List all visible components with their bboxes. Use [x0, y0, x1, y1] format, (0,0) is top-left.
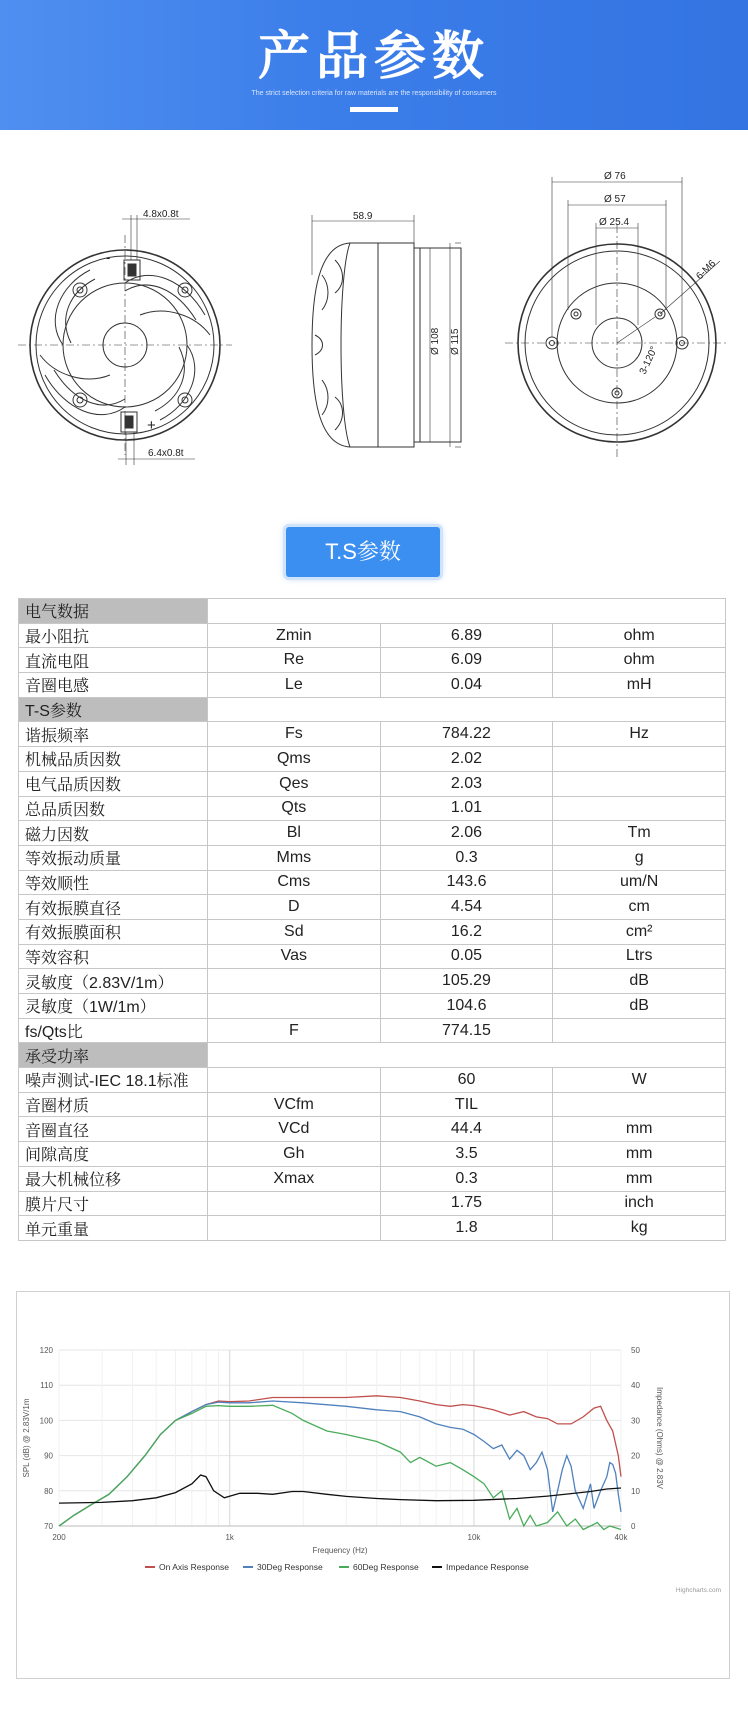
- param-symbol: VCd: [208, 1117, 381, 1142]
- table-section-row: [19, 697, 726, 722]
- ts-params-button[interactable]: T.S参数: [286, 527, 440, 577]
- series-line: [59, 1475, 621, 1503]
- param-value: 1.8: [380, 1216, 553, 1241]
- param-unit: ohm: [553, 623, 726, 648]
- y-tick-label: 80: [44, 1486, 53, 1496]
- param-symbol: F: [208, 1018, 381, 1043]
- param-symbol: Le: [208, 673, 381, 698]
- param-unit: ohm: [553, 648, 726, 673]
- param-value: 105.29: [380, 969, 553, 994]
- x-tick-label: 40k: [614, 1533, 628, 1542]
- table-row: [19, 1216, 726, 1241]
- param-unit: inch: [553, 1191, 726, 1216]
- plus-sign: +: [147, 417, 156, 434]
- param-label: 音圈电感: [19, 673, 208, 698]
- param-label: 最大机械位移: [19, 1166, 208, 1191]
- back-dia-25-dim: Ø 25.4: [599, 217, 630, 228]
- chart-axes: [40, 1346, 641, 1542]
- param-label: 最小阻抗: [19, 623, 208, 648]
- param-unit: cm: [553, 895, 726, 920]
- param-symbol: [208, 1216, 381, 1241]
- param-value: 60: [380, 1068, 553, 1093]
- param-label: 等效容积: [19, 944, 208, 969]
- section-filler: [208, 697, 726, 722]
- param-unit: mm: [553, 1166, 726, 1191]
- side-depth-dim: 58.9: [353, 211, 373, 222]
- param-label: 灵敏度（1W/1m）: [19, 994, 208, 1019]
- param-unit: Ltrs: [553, 944, 726, 969]
- x-axis-label: Frequency (Hz): [312, 1546, 368, 1555]
- param-value: 104.6: [380, 994, 553, 1019]
- param-value: 784.22: [380, 722, 553, 747]
- table-row: [19, 796, 726, 821]
- param-symbol: Xmax: [208, 1166, 381, 1191]
- param-label: 谐振频率: [19, 722, 208, 747]
- x-tick-label: 200: [52, 1533, 66, 1542]
- table-row: [19, 895, 726, 920]
- param-value: 2.03: [380, 771, 553, 796]
- y2-tick-label: 40: [631, 1381, 640, 1391]
- chart-credit: Highcharts.com: [675, 1587, 721, 1594]
- front-view-drawing: [18, 215, 232, 465]
- param-unit: dB: [553, 969, 726, 994]
- chart-legend[interactable]: [145, 1562, 529, 1572]
- param-unit: um/N: [553, 870, 726, 895]
- params-table: [18, 598, 726, 1241]
- y2-tick-label: 50: [631, 1346, 640, 1355]
- param-label: 等效顺性: [19, 870, 208, 895]
- param-label: 直流电阻: [19, 648, 208, 673]
- series-line: [59, 1405, 621, 1529]
- param-label: 灵敏度（2.83V/1m）: [19, 969, 208, 994]
- front-terminal-top-dim: 4.8x0.8t: [143, 209, 179, 220]
- y2-tick-label: 20: [631, 1451, 640, 1461]
- table-row: [19, 771, 726, 796]
- table-row: [19, 1018, 726, 1043]
- param-symbol: Qms: [208, 747, 381, 772]
- param-symbol: D: [208, 895, 381, 920]
- param-label: 有效振膜直径: [19, 895, 208, 920]
- legend-item-label[interactable]: On Axis Response: [159, 1562, 229, 1572]
- table-row: [19, 1092, 726, 1117]
- header-banner: [0, 0, 748, 130]
- table-row: [19, 919, 726, 944]
- param-unit: Hz: [553, 722, 726, 747]
- param-label: fs/Qts比: [19, 1018, 208, 1043]
- page-title: 产品参数: [257, 27, 490, 87]
- param-symbol: Qts: [208, 796, 381, 821]
- param-symbol: [208, 1068, 381, 1093]
- param-label: 磁力因数: [19, 821, 208, 846]
- side-dia-inner-dim: Ø 108: [430, 327, 441, 355]
- table-row: [19, 1117, 726, 1142]
- param-symbol: Bl: [208, 821, 381, 846]
- param-symbol: Qes: [208, 771, 381, 796]
- param-symbol: Gh: [208, 1142, 381, 1167]
- section-filler: [208, 599, 726, 624]
- param-unit: g: [553, 845, 726, 870]
- side-dia-outer-dim: Ø 115: [450, 328, 461, 355]
- param-value: 3.5: [380, 1142, 553, 1167]
- title-underline: [350, 107, 398, 112]
- chart-panel: [16, 1291, 730, 1679]
- param-symbol: [208, 969, 381, 994]
- y-tick-label: 90: [44, 1451, 53, 1461]
- table-row: [19, 944, 726, 969]
- param-value: TIL: [380, 1092, 553, 1117]
- legend-item-label[interactable]: 30Deg Response: [257, 1562, 323, 1572]
- param-value: 0.05: [380, 944, 553, 969]
- param-unit: Tm: [553, 821, 726, 846]
- param-value: 1.75: [380, 1191, 553, 1216]
- y-tick-label: 70: [44, 1522, 53, 1531]
- y-tick-label: 110: [40, 1381, 53, 1391]
- back-dia-76-dim: Ø 76: [604, 171, 626, 182]
- param-symbol: Sd: [208, 919, 381, 944]
- param-value: 44.4: [380, 1117, 553, 1142]
- table-row: [19, 1191, 726, 1216]
- param-label: 机械品质因数: [19, 747, 208, 772]
- param-unit: mH: [553, 673, 726, 698]
- front-terminal-bottom-dim: 6.4x0.8t: [148, 448, 184, 459]
- param-value: 2.06: [380, 821, 553, 846]
- table-row: [19, 870, 726, 895]
- table-row: [19, 648, 726, 673]
- table-row: [19, 623, 726, 648]
- minus-sign: -: [106, 250, 111, 265]
- chart-series: [59, 1396, 621, 1530]
- table-row: [19, 969, 726, 994]
- table-row: [19, 722, 726, 747]
- param-symbol: [208, 994, 381, 1019]
- param-label: 噪声测试-IEC 18.1标准: [19, 1068, 208, 1093]
- param-value: 0.04: [380, 673, 553, 698]
- y-tick-label: 120: [39, 1346, 53, 1355]
- table-row: [19, 1166, 726, 1191]
- y2-tick-label: 0: [631, 1522, 636, 1531]
- param-symbol: Fs: [208, 722, 381, 747]
- param-label: 总品质因数: [19, 796, 208, 821]
- param-unit: cm²: [553, 919, 726, 944]
- param-value: 2.02: [380, 747, 553, 772]
- legend-item-label[interactable]: Impedance Response: [446, 1562, 529, 1572]
- param-value: 1.01: [380, 796, 553, 821]
- param-value: 0.3: [380, 845, 553, 870]
- y-tick-label: 100: [39, 1416, 53, 1426]
- x-tick-label: 1k: [225, 1533, 234, 1542]
- param-value: 6.09: [380, 648, 553, 673]
- param-symbol: [208, 1191, 381, 1216]
- table-row: [19, 1068, 726, 1093]
- param-unit: [553, 771, 726, 796]
- table-row: [19, 821, 726, 846]
- y2-axis-label: Impedance (Ohms) @ 2.83V: [655, 1387, 664, 1489]
- param-unit: [553, 1092, 726, 1117]
- frequency-response-chart: [17, 1292, 729, 1678]
- section-label: 承受功率: [19, 1043, 208, 1068]
- back-dia-57-dim: Ø 57: [604, 194, 626, 205]
- param-value: 143.6: [380, 870, 553, 895]
- param-value: 774.15: [380, 1018, 553, 1043]
- table-row: [19, 1142, 726, 1167]
- table-row: [19, 747, 726, 772]
- section-label: T-S参数: [19, 697, 208, 722]
- param-value: 4.54: [380, 895, 553, 920]
- param-value: 16.2: [380, 919, 553, 944]
- table-row: [19, 994, 726, 1019]
- back-holes-dim: 6-M6: [694, 258, 719, 283]
- param-value: 0.3: [380, 1166, 553, 1191]
- param-value: 6.89: [380, 623, 553, 648]
- back-angle-dim: 3-120°: [637, 344, 661, 377]
- param-label: 间隙高度: [19, 1142, 208, 1167]
- param-unit: [553, 747, 726, 772]
- section-filler: [208, 1043, 726, 1068]
- technical-drawings: [0, 165, 748, 475]
- legend-item-label[interactable]: 60Deg Response: [353, 1562, 419, 1572]
- param-unit: dB: [553, 994, 726, 1019]
- param-label: 有效振膜面积: [19, 919, 208, 944]
- table-row: [19, 845, 726, 870]
- y-axis-label: SPL (dB) @ 2.83V/1m: [22, 1398, 31, 1478]
- section-label: 电气数据: [19, 599, 208, 624]
- y2-tick-label: 10: [631, 1486, 640, 1496]
- param-label: 膜片尺寸: [19, 1191, 208, 1216]
- param-label: 等效振动质量: [19, 845, 208, 870]
- page-subtitle: The strict selection criteria for raw materials are the responsibility of consumers: [251, 90, 497, 97]
- param-unit: mm: [553, 1142, 726, 1167]
- param-unit: mm: [553, 1117, 726, 1142]
- param-symbol: Vas: [208, 944, 381, 969]
- table-row: [19, 673, 726, 698]
- param-symbol: Re: [208, 648, 381, 673]
- table-section-row: [19, 1043, 726, 1068]
- table-section-row: [19, 599, 726, 624]
- param-label: 音圈材质: [19, 1092, 208, 1117]
- param-unit: W: [553, 1068, 726, 1093]
- param-label: 音圈直径: [19, 1117, 208, 1142]
- param-label: 电气品质因数: [19, 771, 208, 796]
- param-symbol: VCfm: [208, 1092, 381, 1117]
- param-symbol: Cms: [208, 870, 381, 895]
- param-unit: [553, 1018, 726, 1043]
- param-symbol: Mms: [208, 845, 381, 870]
- param-unit: [553, 796, 726, 821]
- param-symbol: Zmin: [208, 623, 381, 648]
- series-line: [59, 1401, 621, 1526]
- y2-tick-label: 30: [631, 1416, 640, 1426]
- param-label: 单元重量: [19, 1216, 208, 1241]
- x-tick-label: 10k: [467, 1533, 481, 1542]
- param-unit: kg: [553, 1216, 726, 1241]
